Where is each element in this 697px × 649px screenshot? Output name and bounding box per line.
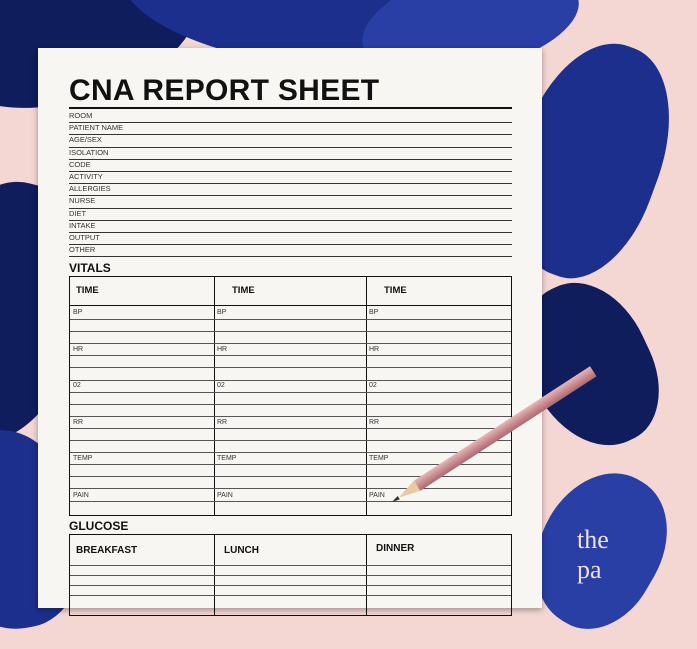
vitals-heading: VITALS (69, 261, 111, 275)
vital-label: TEMP (217, 455, 237, 463)
vitals-line[interactable] (214, 380, 366, 381)
vital-label: BP (369, 309, 379, 316)
vital-label: 02 (217, 382, 225, 390)
report-sheet (38, 48, 542, 608)
vitals-line[interactable] (70, 331, 214, 332)
vitals-column (70, 277, 215, 515)
vital-label: BP (73, 309, 83, 316)
vital-label: TEMP (369, 455, 389, 463)
glucose-line[interactable] (70, 565, 214, 566)
brand-text: the (577, 525, 609, 554)
field-row[interactable] (69, 122, 512, 135)
field-row[interactable] (69, 195, 512, 208)
brand-text: pa (577, 555, 602, 584)
vitals-line[interactable] (70, 440, 214, 441)
vitals-table (69, 276, 512, 516)
vitals-line[interactable] (366, 392, 511, 393)
glucose-line[interactable] (70, 575, 214, 576)
field-row[interactable] (69, 183, 512, 196)
vitals-line[interactable] (366, 367, 511, 368)
vitals-line[interactable] (70, 380, 214, 381)
vitals-line[interactable] (214, 428, 366, 429)
vitals-line[interactable] (214, 501, 366, 502)
field-label: ROOM (69, 111, 93, 120)
vitals-line[interactable] (366, 380, 511, 381)
glucose-column (366, 535, 511, 615)
vitals-line[interactable] (70, 428, 214, 429)
field-label: NURSE (69, 196, 96, 206)
field-row[interactable] (69, 147, 512, 160)
vitals-line[interactable] (70, 367, 214, 368)
vitals-line[interactable] (366, 343, 511, 344)
vitals-line[interactable] (366, 488, 511, 489)
glucose-line[interactable] (214, 575, 366, 576)
vitals-column (214, 277, 367, 515)
meal-header: DINNER (376, 543, 415, 554)
vitals-line[interactable] (214, 331, 366, 332)
vitals-line[interactable] (366, 452, 511, 453)
meal-header: BREAKFAST (76, 545, 138, 556)
vital-label: HR (217, 345, 228, 353)
vital-label: PAIN (217, 492, 233, 499)
vitals-line[interactable] (214, 319, 366, 320)
field-label: OTHER (69, 245, 96, 255)
vitals-line[interactable] (214, 392, 366, 393)
field-row[interactable] (69, 134, 512, 147)
vitals-line[interactable] (366, 331, 511, 332)
vitals-line[interactable] (70, 488, 214, 489)
glucose-line[interactable] (366, 575, 511, 576)
field-label: ISOLATION (69, 147, 109, 157)
vitals-line[interactable] (214, 452, 366, 453)
vital-label: BP (217, 309, 227, 316)
vitals-line[interactable] (70, 343, 214, 344)
glucose-line[interactable] (70, 595, 214, 596)
page-title: CNA REPORT SHEET (69, 74, 380, 107)
vitals-line[interactable] (214, 404, 366, 405)
glucose-line[interactable] (70, 585, 214, 586)
vital-label: 02 (369, 382, 377, 390)
field-row[interactable] (69, 208, 512, 221)
glucose-line[interactable] (366, 595, 511, 596)
vitals-line[interactable] (70, 319, 214, 320)
vitals-line[interactable] (70, 501, 214, 502)
field-label: DIET (69, 208, 87, 218)
vitals-line[interactable] (70, 464, 214, 465)
vitals-line[interactable] (214, 488, 366, 489)
glucose-column (70, 535, 215, 615)
vital-label: RR (73, 418, 84, 426)
glucose-column (214, 535, 367, 615)
vitals-line[interactable] (214, 343, 366, 344)
vital-label: PAIN (73, 492, 89, 499)
glucose-table (69, 534, 512, 616)
vital-label: RR (369, 418, 380, 426)
vitals-line[interactable] (366, 404, 511, 405)
vital-label: TEMP (73, 455, 93, 463)
vitals-line[interactable] (366, 355, 511, 356)
field-row[interactable] (69, 244, 512, 257)
vitals-line[interactable] (70, 404, 214, 405)
vitals-line[interactable] (214, 416, 366, 417)
vitals-line[interactable] (366, 501, 511, 502)
vitals-line[interactable] (70, 416, 214, 417)
vitals-line[interactable] (366, 416, 511, 417)
vitals-line[interactable] (214, 464, 366, 465)
vitals-line[interactable] (214, 476, 366, 477)
title-divider (69, 107, 512, 109)
field-label: AGE/SEX (69, 135, 102, 145)
glucose-line[interactable] (366, 565, 511, 566)
vitals-line[interactable] (70, 392, 214, 393)
glucose-line[interactable] (214, 565, 366, 566)
vitals-line[interactable] (70, 476, 214, 477)
field-label: ALLERGIES (69, 184, 111, 194)
field-label: CODE (69, 159, 91, 169)
vitals-column (366, 277, 511, 515)
time-header: TIME (366, 277, 511, 306)
field-row[interactable] (69, 220, 512, 233)
vitals-line[interactable] (70, 452, 214, 453)
field-row[interactable] (69, 159, 512, 172)
vitals-line[interactable] (214, 440, 366, 441)
vitals-line[interactable] (366, 319, 511, 320)
vital-label: RR (217, 418, 228, 426)
glucose-heading: GLUCOSE (69, 519, 129, 533)
time-header: TIME (214, 277, 366, 306)
meal-header: LUNCH (224, 545, 259, 556)
vitals-line[interactable] (214, 367, 366, 368)
field-label: INTAKE (69, 220, 96, 230)
time-header: TIME (70, 277, 214, 306)
vitals-line[interactable] (70, 355, 214, 356)
vital-label: HR (369, 345, 380, 353)
vitals-line[interactable] (366, 428, 511, 429)
glucose-line[interactable] (214, 585, 366, 586)
brand-logo (577, 525, 609, 585)
vitals-line[interactable] (214, 355, 366, 356)
vital-label: 02 (73, 382, 81, 390)
glucose-line[interactable] (366, 585, 511, 586)
glucose-line[interactable] (214, 595, 366, 596)
field-label: PATIENT NAME (69, 123, 124, 133)
field-label: ACTIVITY (69, 172, 103, 181)
field-label: OUTPUT (69, 233, 100, 242)
vital-label: HR (73, 345, 84, 353)
vital-label: PAIN (369, 492, 385, 499)
